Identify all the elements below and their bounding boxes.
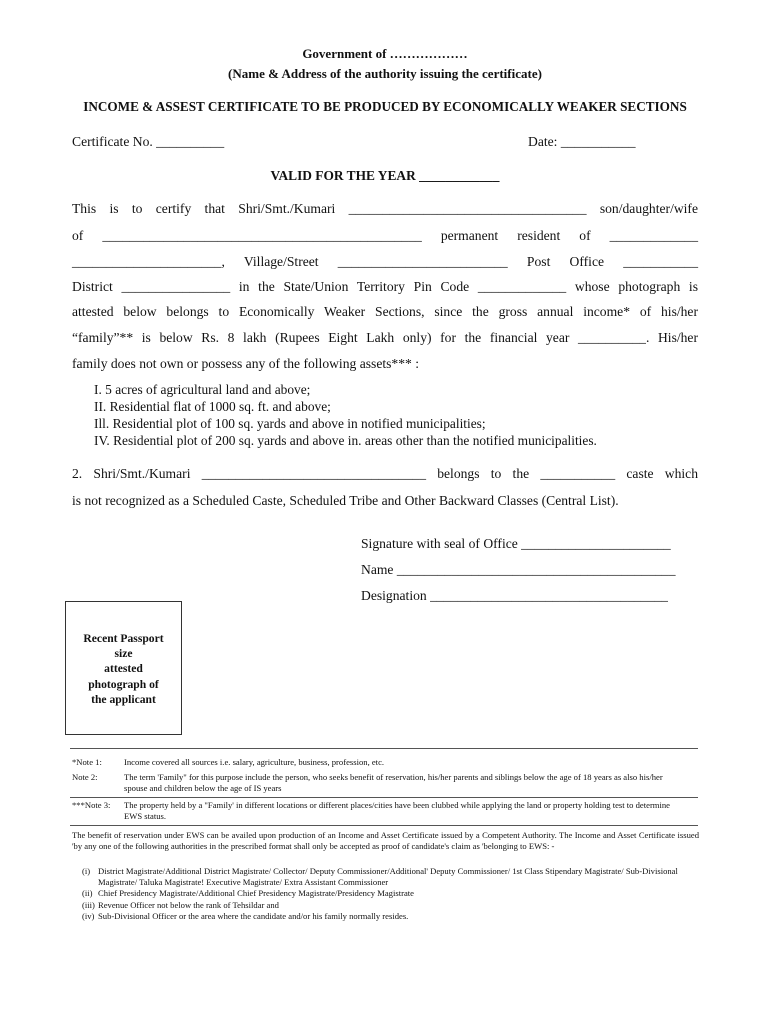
authority-number: (iv) <box>82 910 95 921</box>
authority-item <box>74 888 694 899</box>
notes-divider <box>70 748 698 749</box>
authority-text: Sub-Divisional Officer or the area where the candidate and/or his family normally resides. <box>98 910 409 921</box>
note-1 <box>72 757 700 769</box>
certify-line: ______________________, Village/Street _________________________ Post Office ___________ <box>72 254 698 269</box>
certificate-number: Certificate No. __________ <box>72 134 225 149</box>
note-text: The term 'Family" for this purpose include the person, who seeks benefit of reservation, his/her parents and siblings below the age of 18 years as also his/her spouse and children below the age of IS years <box>124 772 663 793</box>
authority-text: Revenue Officer not below the rank of Tehsildar and <box>98 899 279 910</box>
certify-line: This is to certify that Shri/Smt./Kumari ___________________________________ son/daughter/wife <box>72 201 698 216</box>
authority-text: District Magistrate/Additional District Magistrate/ Collector/ Deputy Commissioner/Additional' Deputy Commissioner/ 1st Class Stipendary Magistrate/ Sub-Divisional Magistrate/ Taluka Magistrate! Executive Magistrate/ Extra Assistant Commissioner <box>98 866 678 888</box>
signature-designation-line: Designation ___________________________________ <box>361 588 668 603</box>
certify-line: of _______________________________________________ permanent resident of _____________ <box>72 228 698 243</box>
authority-text: Chief Presidency Magistrate/Additional Chief Presidency Magistrate/Presidency Magistrate <box>98 888 414 899</box>
photo-box-text: size <box>114 647 133 661</box>
certificate-date: Date: ___________ <box>528 134 636 149</box>
photo-box-text: the applicant <box>91 692 156 706</box>
authority-number: (ii) <box>82 888 93 899</box>
signature-seal-line: Signature with seal of Office ______________________ <box>361 536 671 551</box>
photo-box-text: attested <box>104 662 143 676</box>
note-label: *Note 1: <box>72 757 102 767</box>
authorities-list <box>74 866 694 922</box>
authority-item <box>74 866 694 888</box>
certify-line: District ________________ in the State/Union Territory Pin Code _____________ whose photograph is <box>72 279 698 294</box>
notes-divider <box>70 797 698 798</box>
note-2 <box>72 772 700 796</box>
certify-line: family does not own or possess any of the following assets*** : <box>72 356 419 371</box>
note-text: Income covered all sources i.e. salary, agriculture, business, profession, etc. <box>124 757 385 767</box>
certificate-title: INCOME & ASSEST CERTIFICATE TO BE PRODUCED BY ECONOMICALLY WEAKER SECTIONS <box>83 99 687 114</box>
certify-line: attested below belongs to Economically Weaker Sections, since the gross annual income* of his/her <box>72 304 698 319</box>
issuing-authority-line: (Name & Address of the authority issuing the certificate) <box>228 66 542 81</box>
asset-item: II. Residential flat of 1000 sq. ft. and above; <box>94 399 331 414</box>
signature-name-line: Name _________________________________________ <box>361 562 676 577</box>
asset-item: I. 5 acres of agricultural land and above; <box>94 382 311 397</box>
asset-item: Ill. Residential plot of 100 sq. yards and above in notified municipalities; <box>94 416 486 431</box>
authority-number: (i) <box>82 866 91 876</box>
authority-item <box>74 900 694 911</box>
asset-item: IV. Residential plot of 200 sq. yards and above in. areas other than the notified municipalities. <box>94 433 597 448</box>
notes-divider <box>70 825 698 826</box>
photo-box-text: photograph of <box>88 677 159 691</box>
caste-line: 2. Shri/Smt./Kumari _________________________________ belongs to the ___________ caste which <box>72 466 698 481</box>
government-line: Government of ……………… <box>302 46 468 61</box>
caste-line: is not recognized as a Scheduled Caste, Scheduled Tribe and Other Backward Classes (Central List). <box>72 493 619 508</box>
photo-placeholder-box <box>65 601 182 735</box>
assets-list <box>94 381 597 449</box>
authority-item <box>74 911 694 922</box>
valid-for-year: VALID FOR THE YEAR ____________ <box>270 168 500 183</box>
note-text: The property held by a "Family' in different locations or different places/cities have been clubbed while applying the land or property holding test to determine EWS status. <box>124 800 670 821</box>
photo-box-text: Recent Passport <box>83 632 164 645</box>
note-3 <box>72 800 700 824</box>
authority-number: (iii) <box>82 899 95 910</box>
certify-line: “family”** is below Rs. 8 lakh (Rupees Eight Lakh only) for the financial year __________. His/her <box>72 330 698 345</box>
note-label: ***Note 3: <box>72 800 111 810</box>
note-label: Note 2: <box>72 772 98 782</box>
benefit-paragraph: The benefit of reservation under EWS can be availed upon production of an Income and Asset Certificate issued by a Competent Authority. The Income and Asset Certificate issued 'by any one of the following authorities in the prescribed format shall only be accepted as proof of candidate's claim as 'belonging to EWS: - <box>72 830 699 852</box>
